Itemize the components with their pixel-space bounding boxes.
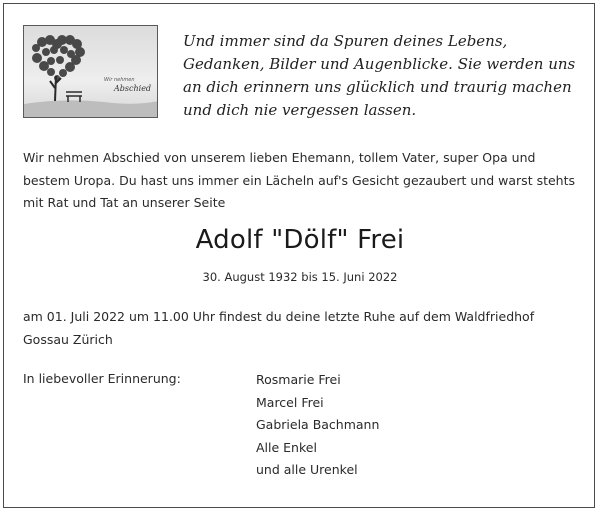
image-caption-title: Abschied [114,84,152,93]
funeral-info: am 01. Juli 2022 um 11.00 Uhr findest du deine letzte Ruhe auf dem Waldfriedhof Gossau Zürich [23,309,535,347]
mourner-item: Rosmarie Frei [256,372,341,387]
image-caption-small: Wir nehmen [104,77,135,83]
deceased-name: Adolf "Dölf" Frei [195,225,405,255]
mourner-item: Gabriela Bachmann [256,417,380,432]
heart-tree-icon [24,26,158,118]
mourner-item: Marcel Frei [256,394,324,410]
poem-text: Und immer sind da Spuren deines Lebens, Gedanken, Bilder und Augenblicke. Sie werden uns an dich erinnern uns glücklich und traurig machen und dich nie vergessen lassen. [183,32,576,119]
mourner-item: und alle Urenkel [256,462,358,477]
mourners-list [256,369,379,482]
intro-text: Wir nehmen Abschied von unserem lieben Ehemann, tollem Vater, super Opa und bestem Uropa. Du hast uns immer ein Lächeln auf's Gesicht gezaubert und warst stehts mit Rat und Tat an unserer Seite [23,150,576,210]
memorial-image [23,25,158,118]
memory-label: In liebevoller Erinnerung: [23,371,181,386]
life-dates: 30. August 1932 bis 15. Juni 2022 [202,270,398,284]
mourner-item: Alle Enkel [256,439,317,455]
